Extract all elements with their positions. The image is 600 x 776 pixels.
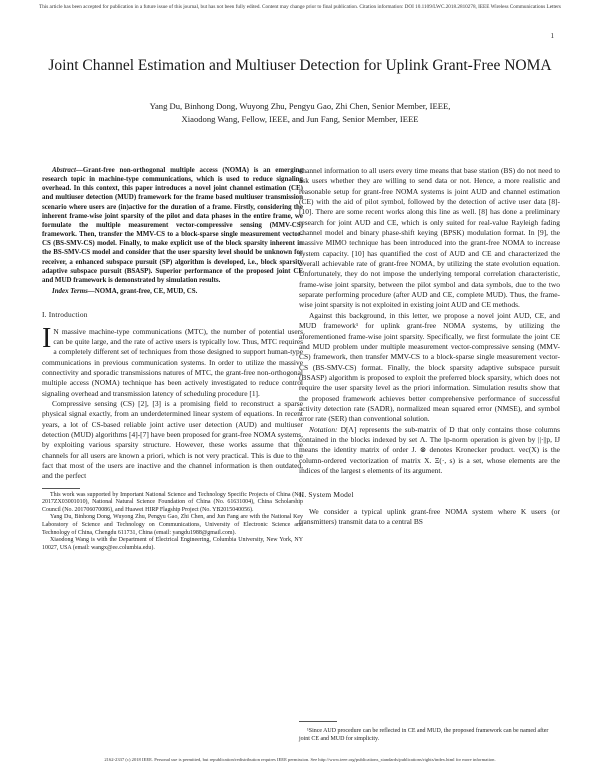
intro-paragraph-2: Compressive sensing (CS) [2], [3] is a promising field to reconstruct a sparse physical signal exactly, from an underdetermined linear system of equations. In recent years, a lot of CS-based reliable joint active user detection (AUD) and multiuser detection (MUD) algorithms [4]-[7] have been proposed for grant-free NOMA systems, by exploiting various sparsity structure. However, these works assume that the channels for all users are known a priori, which is not very practical. This is due to the fact that most of the users are inactive and the channel information is then outdated, and the perfect <box>42 398 303 481</box>
index-terms-text: —NOMA, grant-free, CE, MUD, CS. <box>87 287 198 296</box>
right-footnote-divider <box>299 721 337 722</box>
footnote-affiliation-2: Xiaodong Wang is with the Department of Electrical Engineering, Columbia University, New York, NY 10027, USA (email: wangx@ee.columbia.edu). <box>42 537 303 551</box>
notation-label: Notation: <box>309 424 338 434</box>
author-list <box>40 100 560 125</box>
authors-line-1: Yang Du, Binhong Dong, Wuyong Zhu, Pengyu Gao, Zhi Chen, Senior Member, IEEE, <box>149 101 451 111</box>
right-column <box>299 166 560 527</box>
index-terms <box>42 287 303 296</box>
right-footnote-block <box>299 715 560 749</box>
section-heading-introduction: I. Introduction <box>42 310 88 320</box>
notation-paragraph <box>299 425 560 477</box>
right-paragraph-1: channel information to all users every time means that base station (BS) do not need to ask users whether they are willing to send data or not. Hence, a more realistic and reasonable setup for grant-free NOMA systems is joint AUD and channel estimation (CE) with the aid of pilot symbol, followed by the detection of active user data [8]-[10]. There are some recent works along this line as well. [8] has done a preliminary research for joint AUD and CE, which is only suited for real-value Rayleigh fading channel model and binary phase-shift keying (BPSK) modulation format. In [9], the massive MIMO technique has been introduced into the grant-free NOMA to increase system capacity. [10] has quantified the cost of AUD and CE and characterized the overall achievable rate of grant-free NOMA, by utilizing the state evolution equation. Unfortunately, they do not impose the underlying temporal correlation characteristic, frame-wise joint sparsity, between the pilot symbol and data symbols, due to the two separate performing procedure (after AUD and CE, complete MUD). Thus, the frame-wise joint sparsity is not exploited in existing joint AUD and CE methods. <box>299 166 560 310</box>
paper-title: Joint Channel Estimation and Multiuser Detection for Uplink Grant-Free NOMA <box>48 57 552 74</box>
left-column <box>42 166 303 552</box>
system-model-paragraph: We consider a typical uplink grant-free NOMA system where K users (or transmitters) transmit data to a central BS <box>299 506 560 526</box>
copyright-footer: 2162-2337 (c) 2018 IEEE. Personal use is permitted, but republication/redistribution requires IEEE permission. See http://www.ieee.org/publications_standards/publications/rights/index.html for more information. <box>104 757 496 762</box>
intro-paragraph-1 <box>42 322 303 399</box>
authors-line-2: Xiaodong Wang, Fellow, IEEE, and Jun Fang, Senior Member, IEEE <box>181 113 419 124</box>
footnote-divider <box>42 488 80 489</box>
right-paragraph-2: Against this background, in this letter, we propose a novel joint AUD, CE, and MUD framework¹ for uplink grant-free NOMA systems, by utilizing the aforementioned frame-wise joint sparsity. Specifically, we first formulate the joint CE and MUD problem under multiple measurement vector-compressive sensing (MMV-CS) framework, then transfer MMV-CS to a block-sparse single measurement vector-CS (BS-SMV-CS) format. Finally, the block sparsity adaptive subspace pursuit (BSASP) algorithm is proposed to exploit the preferred block sparsity, which does not require the user sparsity level as the priori information. Simulation results show that the proposed framework achieves better comprehensive performance of successful activity detection rate (SADR), normalized mean squared error (NMSE), and symbol error rate (SER) than conventional solution. <box>299 310 560 424</box>
intro-paragraph-1-text: N massive machine-type communications (MTC), the number of potential users can be quite large, and the rate of active users is typically low. Thus, MTC requires a completely different set of techniques from those designed to support human-type communications in previous communication systems. In order to utilize the massive connectivity and sporadic transmissions natures of MTC, the grant-free non-orthogonal multiple access (NOMA) technique has been actively investigated to reduce control signaling overhead and transmission latency of scheduling procedure [1]. <box>42 326 303 398</box>
footnote-funding: This work was supported by Important National Science and Technology Specific Projects of China (No. 2017ZX03001010), National Natural Science Foundation of China (No. 61631004), China Scholarship Council (No. 201706070086), and Huawei HIRP Flagship Project (No. YB2015040056). <box>42 491 303 513</box>
notation-text: D[Λ] represents the sub-matrix of D that only contains those columns contained in the blocks indexed by set Λ. The lp-norm operation is given by ||·||p, IJ means the identity matrix of order J. ⊗ denotes Kronecker product. vec(X) is the column-ordered vectorization of matrix X. Ξ(·, s) is a set, whose elements are the indices of the largest s elements of its argument. <box>299 424 560 475</box>
drop-cap: I <box>42 322 52 354</box>
footnote-framework: ¹Since AUD procedure can be reflected in CE and MUD, the proposed framework can be named after joint CE and MUD for simplicity. <box>299 727 549 742</box>
page-number: 1 <box>550 32 554 40</box>
abstract-text: —Grant-free non-orthogonal multiple access (NOMA) is an emerging research topic in machine-type communications, which is used to reduce signaling overhead. In this context, this paper introduces a novel joint channel estimation (CE) and multiuser detection (MUD) framework for the frame based multiuser transmission scenario where users are (in)active for the duration of a frame. Firstly, considering the inherent frame-wise joint sparsity of the pilot and data phases in the entire frame, we formulate the multiple measurement vector-compressive sensing (MMV-CS) framework. Then, transfer the MMV-CS to a block-sparse single measurement vector-CS (BS-SMV-CS) model. Finally, to make explicit use of the block sparsity inherent in the BS-SMV-CS model and consider that the user sparsity level should be unknown for receiver, a enhanced subspace pursuit (SP) algorithm is developed, i.e., block sparsity adaptive subspace pursuit (BSASP). Superior performance of the proposed joint CE and MUD framework is demonstrated by simulation results. <box>42 166 303 284</box>
abstract <box>42 166 303 285</box>
section-heading-system-model: II. System Model <box>299 490 354 500</box>
footnote-affiliation-1: Yang Du, Binhong Dong, Wuyong Zhu, Pengyu Gao, Zhi Chen, and Jun Fang are with the National Key Laboratory of Science and Technology on Communications, University of Electronic Science and Technology of China, Chengdu 611731, China (email: yangdu1988@gmail.com). <box>42 514 303 536</box>
publication-banner: This article has been accepted for publication in a future issue of this journal, but has not been fully edited. Content may change prior to final publication. Citation information: DOI 10.1109/LWC.2018.2810278, IEEE Wireless Communications Letters <box>39 4 561 10</box>
index-terms-label: Index Terms <box>52 287 88 296</box>
abstract-label: Abstract <box>52 166 76 174</box>
